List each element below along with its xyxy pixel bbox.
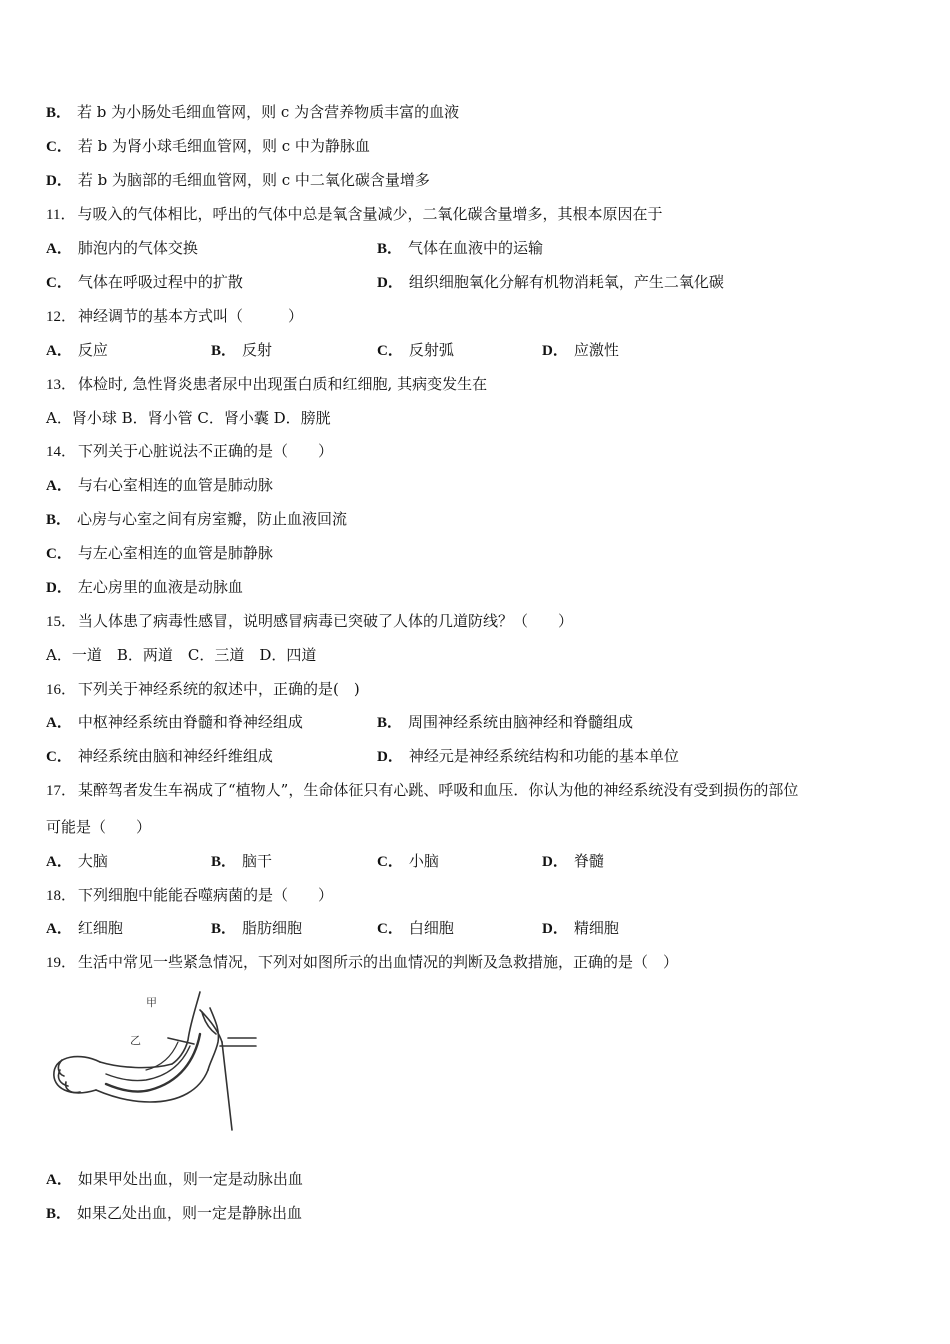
q17-option-d: D． 脊髓 <box>542 852 604 870</box>
q17-option-a: A． 大脑 <box>46 852 108 870</box>
q17-option-c: C． 小脑 <box>377 852 439 870</box>
q16-option-b: B． 周围神经系统由脑神经和脊髓组成 <box>377 713 634 731</box>
q12-option-a: A． 反应 <box>46 341 108 359</box>
q11-option-d: D． 组织细胞氧化分解有机物消耗氧，产生二氧化碳 <box>377 273 724 291</box>
q13-options: A．肾小球 B．肾小管 C．肾小囊 D．膀胱 <box>46 409 331 427</box>
q19-option-a: A． 如果甲处出血，则一定是动脉出血 <box>46 1170 303 1188</box>
q17-option-b: B． 脑干 <box>211 852 273 870</box>
q18-option-c: C． 白细胞 <box>377 919 454 937</box>
q14-option-c: C． 与左心室相连的血管是肺静脉 <box>46 544 273 562</box>
q10-option-c: C． 若 b 为肾小球毛细血管网，则 c 中为静脉血 <box>46 137 370 155</box>
q10-option-d: D． 若 b 为脑部的毛细血管网，则 c 中二氧化碳含量增多 <box>46 171 430 189</box>
q14-option-b: B． 心房与心室之间有房室瓣，防止血液回流 <box>46 510 348 528</box>
q12-stem: 12． 神经调节的基本方式叫（ ） <box>46 307 304 325</box>
q17-stem: 17． 某醉驾者发生车祸成了“植物人”，生命体征只有心跳、呼吸和血压．你认为他的神经系统没有受到损伤的部位 <box>46 781 799 799</box>
q16-stem: 16． 下列关于神经系统的叙述中，正确的是( ) <box>46 680 360 698</box>
q14-option-d: D． 左心房里的血液是动脉血 <box>46 578 243 596</box>
q14-option-a: A． 与右心室相连的血管是肺动脉 <box>46 476 273 494</box>
q15-stem: 15． 当人体患了病毒性感冒，说明感冒病毒已突破了人体的几道防线？（ ） <box>46 612 574 630</box>
figure-label-jia: 甲 <box>146 996 157 1009</box>
figure-label-yi: 乙 <box>130 1034 141 1047</box>
q11-stem: 11． 与吸入的气体相比，呼出的气体中总是氧含量减少，二氧化碳含量增多，其根本原因在于 <box>46 205 663 223</box>
q18-option-d: D． 精细胞 <box>542 919 619 937</box>
q18-option-b: B． 脂肪细胞 <box>211 919 303 937</box>
q11-option-b: B． 气体在血液中的运输 <box>377 239 544 257</box>
q16-option-d: D． 神经元是神经系统结构和功能的基本单位 <box>377 747 679 765</box>
q13-stem: 13． 体检时, 急性肾炎患者尿中出现蛋白质和红细胞, 其病变发生在 <box>46 375 488 393</box>
q12-option-b: B． 反射 <box>211 341 273 359</box>
q10-option-b: B． 若 b 为小肠处毛细血管网，则 c 为含营养物质丰富的血液 <box>46 103 460 121</box>
q18-option-a: A． 红细胞 <box>46 919 123 937</box>
q11-option-c: C． 气体在呼吸过程中的扩散 <box>46 273 243 291</box>
q16-option-a: A． 中枢神经系统由脊髓和脊神经组成 <box>46 713 303 731</box>
arm-bleeding-figure <box>50 990 280 1135</box>
q12-option-d: D． 应激性 <box>542 341 619 359</box>
q17-stem-continued: 可能是（ ） <box>46 818 152 836</box>
q19-option-b: B． 如果乙处出血，则一定是静脉出血 <box>46 1204 303 1222</box>
q14-stem: 14． 下列关于心脏说法不正确的是（ ） <box>46 442 334 460</box>
q18-stem: 18． 下列细胞中能能吞噬病菌的是（ ） <box>46 886 334 904</box>
q16-option-c: C． 神经系统由脑和神经纤维组成 <box>46 747 273 765</box>
q12-option-c: C． 反射弧 <box>377 341 454 359</box>
q19-stem: 19． 生活中常见一些紧急情况，下列对如图所示的出血情况的判断及急救措施，正确的是（ ） <box>46 953 679 971</box>
q15-options: A．一道 B．两道 C．三道 D．四道 <box>46 646 317 664</box>
q11-option-a: A． 肺泡内的气体交换 <box>46 239 198 257</box>
